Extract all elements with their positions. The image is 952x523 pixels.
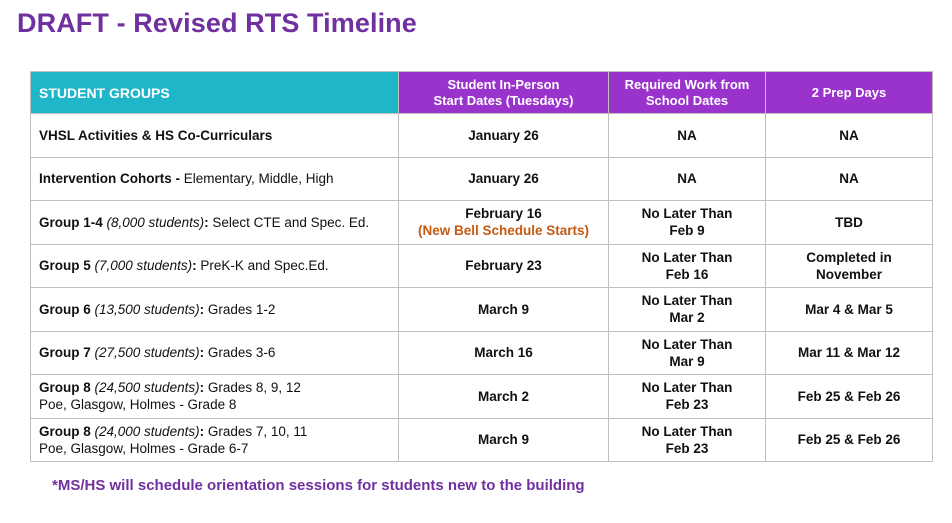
work-line2: Mar 9 xyxy=(669,353,705,369)
prep-days-cell xyxy=(766,418,933,462)
work-date-cell xyxy=(609,288,766,332)
start-date-cell xyxy=(399,288,609,332)
group-name: Group 8 xyxy=(39,380,95,396)
prep-line1: Mar 11 & Mar 12 xyxy=(797,345,901,361)
work-date-cell xyxy=(609,375,766,419)
group-count: (24,000 students) xyxy=(94,423,200,439)
prep-days-cell xyxy=(766,244,933,288)
start-date: January 26 xyxy=(468,127,539,143)
group-count: (24,500 students) xyxy=(94,380,200,396)
work-line2: Feb 23 xyxy=(665,397,709,413)
group-cell xyxy=(31,288,399,332)
header-start-line2: Start Dates (Tuesdays) xyxy=(433,92,574,108)
work-date-cell xyxy=(609,201,766,245)
group-line1 xyxy=(39,127,398,144)
header-work-line2: School Dates xyxy=(645,92,729,108)
group-line1 xyxy=(39,170,398,187)
group-desc: Grades 7, 10, 11 xyxy=(207,423,308,439)
group-line1 xyxy=(39,257,398,274)
header-start-dates xyxy=(399,72,609,114)
start-date: March 9 xyxy=(477,432,530,448)
page-title: DRAFT - Revised RTS Timeline xyxy=(17,8,417,38)
start-date-cell xyxy=(399,418,609,462)
group-line1 xyxy=(39,301,398,318)
work-date-cell xyxy=(609,244,766,288)
group-name: Group 7 xyxy=(39,345,95,361)
group-name: Group 6 xyxy=(39,301,95,317)
work-line1: No Later Than xyxy=(641,293,733,309)
header-prep-days: 2 Prep Days xyxy=(766,72,933,114)
group-cell xyxy=(31,375,399,419)
prep-days-cell xyxy=(766,288,933,332)
prep-days-cell xyxy=(766,375,933,419)
prep-line1: Mar 4 & Mar 5 xyxy=(805,301,893,317)
footnote: *MS/HS will schedule orientation sessions for students new to the building xyxy=(52,477,585,494)
group-name: Group 1-4 xyxy=(39,214,107,230)
start-date: March 16 xyxy=(474,345,533,361)
table-header-row xyxy=(31,72,933,114)
work-line1: No Later Than xyxy=(641,423,733,439)
prep-days-cell xyxy=(766,114,933,158)
start-date: January 26 xyxy=(468,171,539,187)
group-count: (13,500 students) xyxy=(94,301,200,317)
prep-days-cell xyxy=(766,201,933,245)
group-cell xyxy=(31,201,399,245)
table-row xyxy=(31,331,933,375)
group-cell xyxy=(31,418,399,462)
group-name: Intervention Cohorts - xyxy=(39,171,184,187)
start-date-cell xyxy=(399,201,609,245)
prep-line1: TBD xyxy=(835,214,863,230)
group-desc: Grades 3-6 xyxy=(207,345,276,361)
group-desc: Elementary, Middle, High xyxy=(183,171,334,187)
table-row xyxy=(31,114,933,158)
start-date-cell xyxy=(399,375,609,419)
prep-line1: NA xyxy=(839,127,859,143)
start-date-cell xyxy=(399,244,609,288)
work-date-cell xyxy=(609,418,766,462)
group-desc2: Poe, Glasgow, Holmes - Grade 6-7 xyxy=(39,440,249,456)
work-line1: NA xyxy=(677,171,697,187)
group-name: VHSL Activities & HS Co-Curriculars xyxy=(39,127,273,143)
timeline-table xyxy=(30,71,933,462)
table-row xyxy=(31,288,933,332)
table-row xyxy=(31,201,933,245)
group-name: Group 8 xyxy=(39,423,95,439)
group-colon: : xyxy=(199,301,208,317)
work-line1: No Later Than xyxy=(641,380,733,396)
start-date-cell xyxy=(399,114,609,158)
group-desc: Grades 8, 9, 12 xyxy=(207,380,301,396)
group-line1 xyxy=(39,423,398,440)
work-line1: No Later Than xyxy=(641,336,733,352)
start-note: (New Bell Schedule Starts) xyxy=(417,223,590,239)
prep-days-cell xyxy=(766,157,933,201)
group-cell xyxy=(31,331,399,375)
group-desc: Select CTE and Spec. Ed. xyxy=(212,214,370,230)
work-line2: Feb 9 xyxy=(669,223,705,239)
prep-line1: NA xyxy=(839,171,859,187)
start-date: March 9 xyxy=(477,301,530,317)
work-date-cell xyxy=(609,157,766,201)
group-name: Group 5 xyxy=(39,258,95,274)
group-cell xyxy=(31,244,399,288)
header-start-line1: Student In-Person xyxy=(447,76,560,92)
work-date-cell xyxy=(609,331,766,375)
header-work-dates xyxy=(609,72,766,114)
prep-line1: Feb 25 & Feb 26 xyxy=(797,388,901,404)
table-row xyxy=(31,157,933,201)
prep-line2: November xyxy=(815,266,883,282)
start-date-cell xyxy=(399,157,609,201)
prep-days-cell xyxy=(766,331,933,375)
group-count: (27,500 students) xyxy=(94,345,200,361)
group-desc: PreK-K and Spec.Ed. xyxy=(200,258,329,274)
work-line1: NA xyxy=(677,127,697,143)
start-date: March 2 xyxy=(477,388,530,404)
group-cell xyxy=(31,114,399,158)
work-line1: No Later Than xyxy=(641,206,733,222)
table-row xyxy=(31,418,933,462)
work-line1: No Later Than xyxy=(641,249,733,265)
table-row xyxy=(31,375,933,419)
group-line1 xyxy=(39,344,398,361)
table-row xyxy=(31,244,933,288)
work-line2: Mar 2 xyxy=(669,310,705,326)
work-date-cell xyxy=(609,114,766,158)
prep-line1: Completed in xyxy=(806,249,892,265)
header-student-groups: STUDENT GROUPS xyxy=(31,72,399,114)
start-date: February 23 xyxy=(465,258,542,274)
group-count: (8,000 students) xyxy=(106,214,205,230)
group-colon: : xyxy=(199,423,208,439)
group-count: (7,000 students) xyxy=(94,258,193,274)
group-colon: : xyxy=(199,345,208,361)
group-line1 xyxy=(39,214,398,231)
group-colon: : xyxy=(204,214,213,230)
group-line1 xyxy=(39,379,398,396)
group-desc: Grades 1-2 xyxy=(207,301,276,317)
prep-line1: Feb 25 & Feb 26 xyxy=(797,432,901,448)
header-work-line1: Required Work from xyxy=(624,76,750,92)
group-colon: : xyxy=(192,258,201,274)
work-line2: Feb 23 xyxy=(665,440,709,456)
group-desc2: Poe, Glasgow, Holmes - Grade 8 xyxy=(39,397,237,413)
start-date: February 16 xyxy=(465,206,542,222)
start-date-cell xyxy=(399,331,609,375)
group-cell xyxy=(31,157,399,201)
work-line2: Feb 16 xyxy=(665,266,709,282)
group-colon: : xyxy=(199,380,208,396)
